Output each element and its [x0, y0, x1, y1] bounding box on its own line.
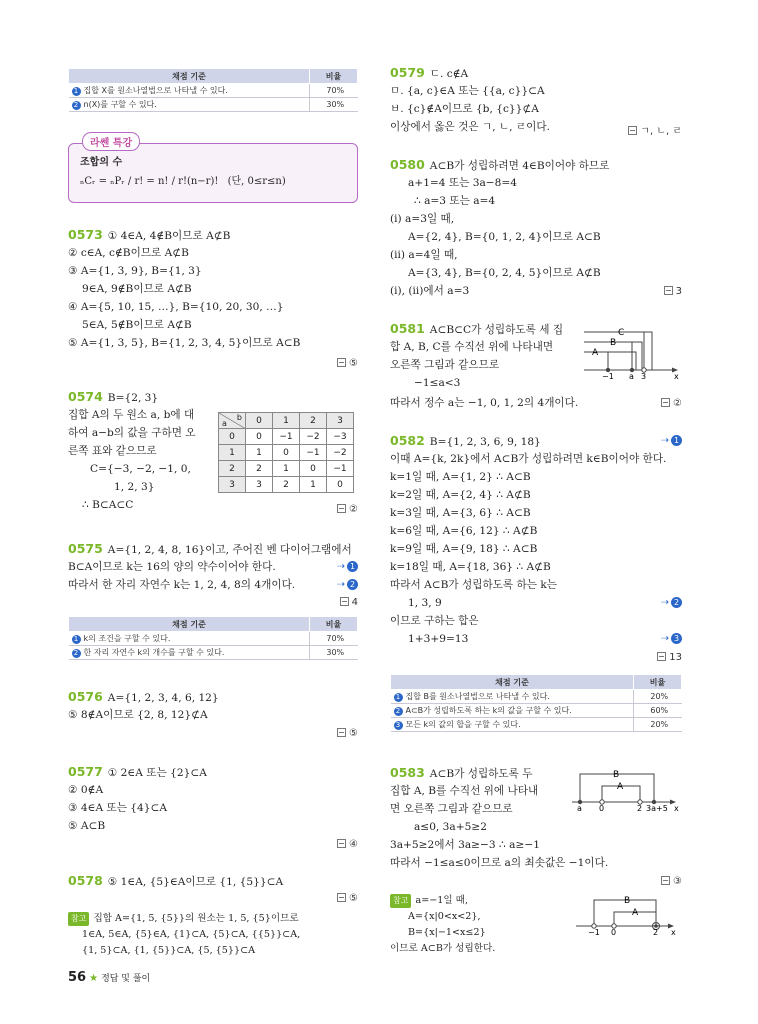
table-cell: 1 — [246, 445, 273, 461]
ratio-cell: 30% — [310, 98, 358, 112]
table-cell: 3 — [246, 477, 273, 493]
tick-label: 0 — [599, 804, 605, 812]
solution-line: 5∈A, 5∉B이므로 A⊄B — [82, 319, 192, 331]
solution-line: (i), (ii)에서 a=3 — [390, 285, 470, 297]
solution-line: 합 A, B, C를 수직선 위에 나타내면 — [390, 341, 554, 353]
table-row — [219, 461, 354, 477]
scoring-table — [68, 616, 358, 660]
answer-value: ⑤ — [349, 728, 358, 739]
solution-line: A={2, 4}, B={0, 1, 2, 4}이므로 A⊂B — [408, 231, 601, 243]
solution-line: 오른쪽 그림과 같으므로 — [390, 359, 500, 371]
solution-line: ∴ a=3 또는 a=4 — [414, 195, 496, 207]
problem-0582 — [390, 434, 682, 744]
table-row — [391, 690, 682, 704]
solution-line: ⑤ 8∉A이므로 {2, 8, 12}⊄A — [68, 709, 208, 721]
answer-mark — [628, 122, 682, 137]
answer-value: ③ — [673, 876, 682, 887]
problem-number: 0579 — [390, 65, 425, 80]
note-line: {1, 5}⊂A, {1, {5}}⊂A, {5, {5}}⊂A — [82, 945, 256, 956]
table-cell: 0 — [300, 461, 327, 477]
solution-line: (i) a=3일 때, — [390, 213, 455, 225]
answer-box-icon — [661, 398, 670, 407]
formula-text: ₙCᵣ = ₙPᵣ / r! = n! / r!(n−r)! — [80, 176, 219, 187]
problem-0573 — [68, 228, 358, 376]
solution-line: 른쪽 표와 같으므로 — [68, 445, 157, 457]
table-row — [391, 704, 682, 718]
axis-label: x — [674, 804, 679, 812]
step-badge: 3 — [394, 721, 403, 730]
solution-line: 하여 a−b의 값을 구하면 오 — [68, 427, 196, 439]
answer-value: 13 — [669, 652, 682, 663]
solution-line: 이때 A={k, 2k}에서 A⊂B가 성립하려면 k∈B이어야 한다. — [390, 453, 667, 465]
tick-label: 3 — [641, 372, 647, 380]
answer-box-icon — [661, 876, 670, 885]
solution-line: 1+3+9=13 — [408, 633, 469, 645]
problem-0576 — [68, 690, 358, 742]
problem-0577 — [68, 765, 358, 855]
row-header: 2 — [219, 461, 246, 477]
solution-line: −1≤a<3 — [414, 377, 461, 389]
table-row — [219, 429, 354, 445]
problem-0583 — [390, 766, 682, 958]
tick-label: 0 — [611, 928, 617, 936]
solution-line: k=18일 때, A={18, 36} ∴ A⊄B — [390, 561, 551, 573]
solution-line: 집합 A, B를 수직선 위에 나타내 — [390, 785, 539, 797]
solution-line: B⊂A이므로 k는 16의 양의 약수이어야 한다. — [68, 561, 276, 573]
step-badge: 2 — [72, 649, 81, 658]
solution-line: 집합 A의 두 원소 a, b에 대 — [68, 409, 195, 421]
step-marker: ⇢ 1 — [661, 435, 682, 446]
solution-line: 이상에서 옳은 것은 ㄱ, ㄴ, ㄹ이다. — [390, 121, 550, 133]
step-badge: 1 — [72, 87, 81, 96]
answer-box-icon — [664, 286, 673, 295]
problem-number: 0581 — [390, 321, 425, 336]
table-cell: 0 — [246, 429, 273, 445]
row-header: 3 — [219, 477, 246, 493]
problem-number: 0582 — [390, 433, 425, 448]
solution-line: B={1, 2, 3, 6, 9, 18} — [429, 436, 541, 448]
solution-line: ① 2∈A 또는 {2}⊂A — [107, 767, 207, 779]
tick-label: −1 — [602, 372, 614, 380]
answer-mark — [661, 876, 682, 887]
problem-0575 — [68, 542, 358, 668]
answer-value: ⑤ — [349, 358, 358, 369]
corner-b-label: b — [236, 413, 242, 422]
tick-label: 2 — [637, 804, 643, 812]
answer-box-icon — [337, 504, 346, 513]
label-C: C — [618, 328, 625, 338]
step-marker: ⇢ 2 — [661, 597, 682, 608]
table-header: 채점 기준 — [391, 675, 634, 690]
ratio-cell: 20% — [634, 718, 682, 732]
table-cell: 0 — [327, 477, 354, 493]
tip-tab: 라쎈 특강 — [82, 132, 140, 151]
table-header: 비율 — [310, 69, 358, 84]
criterion-text: k의 조건을 구할 수 있다. — [83, 634, 171, 643]
note-line: A={x|0<x<2}, — [408, 911, 481, 922]
table-cell: −1 — [327, 461, 354, 477]
table-cell: 1 — [300, 477, 327, 493]
formula-condition: (단, 0≤r≤n) — [227, 176, 286, 187]
step-badge: 1 — [347, 561, 358, 572]
note-line: 이므로 A⊂B가 성립한다. — [390, 943, 496, 954]
solution-line: ㅁ. {a, c}∈A 또는 {{a, c}}⊂A — [390, 85, 545, 97]
col-header: 3 — [327, 413, 354, 429]
solution-line: 3a+5≥2에서 3a≥−3 ∴ a≥−1 — [390, 839, 540, 851]
col-header: 2 — [300, 413, 327, 429]
table-header: 비율 — [634, 675, 682, 690]
answer-mark — [661, 398, 682, 409]
note-line: 1∈A, 5∈A, {5}∈A, {1}⊂A, {5}⊂A, {{5}}⊂A, — [82, 929, 301, 940]
solution-line: 1, 2, 3} — [114, 481, 155, 493]
difference-table — [218, 412, 354, 493]
note-line: 집합 A={1, 5, {5}}의 원소는 1, 5, {5}이므로 — [93, 913, 299, 924]
answer-mark — [657, 652, 682, 663]
solution-line: k=1일 때, A={1, 2} ∴ A⊂B — [390, 471, 531, 483]
note-line: B={x|−1<x≤2} — [408, 927, 486, 938]
answer-mark — [337, 728, 358, 739]
step-badge: 1 — [394, 693, 403, 702]
label-A: A — [592, 348, 599, 358]
answer-value: ② — [673, 398, 682, 409]
star-icon: ★ — [89, 973, 99, 984]
scoring-table — [68, 68, 358, 112]
table-corner — [219, 413, 246, 429]
col-header: 1 — [273, 413, 300, 429]
problem-0579 — [390, 66, 682, 138]
problem-number: 0576 — [68, 689, 103, 704]
ratio-cell: 70% — [310, 632, 358, 646]
note-line: a=−1일 때, — [415, 895, 469, 906]
step-marker: ⇢ 1 — [337, 561, 358, 572]
step-badge: 2 — [394, 707, 403, 716]
table-header: 비율 — [310, 617, 358, 632]
criterion-text: 집합 B를 원소나열법으로 나타낼 수 있다. — [405, 692, 550, 701]
solution-line: A={1, 2, 3, 4, 6, 12} — [107, 692, 219, 704]
solution-line: A⊂B가 성립하도록 두 — [429, 768, 533, 780]
answer-box-icon — [657, 652, 666, 661]
step-badge: 2 — [671, 597, 682, 608]
step-badge: 3 — [671, 633, 682, 644]
solution-line: ② 0∉A — [68, 784, 104, 796]
corner-a-label: a — [222, 419, 227, 428]
problem-0574 — [68, 390, 358, 520]
page-footer — [68, 970, 150, 985]
solution-line: k=2일 때, A={2, 4} ∴ A⊄B — [390, 489, 531, 501]
answer-mark — [664, 286, 682, 297]
solution-line: k=6일 때, A={6, 12} ∴ A⊄B — [390, 525, 538, 537]
number-line-figure-note — [576, 890, 680, 936]
answer-value: ② — [349, 504, 358, 515]
table-cell: −3 — [327, 429, 354, 445]
table-row — [69, 98, 358, 112]
tick-label: 3a+5 — [646, 804, 668, 812]
problem-number: 0575 — [68, 541, 103, 556]
answer-box-icon — [340, 597, 349, 606]
number-line-figure — [580, 322, 682, 380]
criterion-text: A⊂B가 성립하도록 하는 k의 값을 구할 수 있다. — [405, 706, 572, 715]
answer-value: ④ — [349, 839, 358, 850]
solution-line: ③ 4∈A 또는 {4}⊂A — [68, 802, 168, 814]
table-row — [219, 445, 354, 461]
solution-line: 따라서 정수 a는 −1, 0, 1, 2의 4개이다. — [390, 397, 579, 409]
axis-label: x — [671, 928, 676, 936]
criterion-text: 한 자리 자연수 k의 개수를 구할 수 있다. — [83, 648, 225, 657]
table-row — [69, 84, 358, 98]
answer-box-icon — [337, 728, 346, 737]
solution-line: 이므로 구하는 합은 — [390, 615, 479, 627]
table-cell: −1 — [300, 445, 327, 461]
page-number: 56 — [68, 970, 87, 985]
answer-value: 4 — [351, 597, 358, 608]
solution-line: ∴ B⊂A⊂C — [82, 499, 134, 511]
solution-line: ② c∈A, c∉B이므로 A⊄B — [68, 247, 189, 259]
answer-value: 3 — [675, 286, 682, 297]
col-header: 0 — [246, 413, 273, 429]
solution-line: ③ A={1, 3, 9}, B={1, 3} — [68, 265, 202, 277]
solution-line: ① 4∈A, 4∉B이므로 A⊄B — [107, 230, 231, 242]
step-marker: ⇢ 2 — [337, 579, 358, 590]
table-cell: −2 — [327, 445, 354, 461]
answer-mark — [340, 597, 358, 608]
label-B: B — [613, 770, 620, 780]
tip-formula — [80, 172, 286, 187]
criterion-text: n(X)를 구할 수 있다. — [83, 100, 157, 109]
solution-line: A={3, 4}, B={0, 2, 4, 5}이므로 A⊄B — [408, 267, 601, 279]
label-A: A — [617, 782, 624, 792]
table-cell: 2 — [246, 461, 273, 477]
solution-line: k=3일 때, A={3, 6} ∴ A⊂B — [390, 507, 531, 519]
table-cell: 2 — [273, 477, 300, 493]
answer-mark — [337, 504, 358, 515]
problem-number: 0573 — [68, 227, 103, 242]
solution-line: ④ A={5, 10, 15, …}, B={10, 20, 30, …} — [68, 301, 284, 313]
solution-line: 따라서 A⊂B가 성립하도록 하는 k는 — [390, 579, 558, 591]
scoring-table — [390, 674, 682, 732]
table-row — [69, 646, 358, 660]
solution-line: A={1, 2, 4, 8, 16}이고, 주어진 벤 다이어그램에서 — [107, 544, 352, 556]
tip-title: 조합의 수 — [80, 157, 123, 168]
solution-line: (ii) a=4일 때, — [390, 249, 458, 261]
solution-line: ㄷ. c∉A — [429, 68, 469, 80]
answer-mark — [337, 358, 358, 369]
solution-line: B={2, 3} — [107, 392, 159, 404]
table-cell: 1 — [273, 461, 300, 477]
tick-label: 2 — [653, 928, 659, 936]
solution-line: k=9일 때, A={9, 18} ∴ A⊂B — [390, 543, 538, 555]
solution-line: 1, 3, 9 — [408, 597, 442, 609]
table-cell: −1 — [273, 429, 300, 445]
table-header: 채점 기준 — [69, 69, 310, 84]
solution-line: 면 오른쪽 그림과 같으므로 — [390, 803, 513, 815]
answer-mark — [337, 839, 358, 850]
step-badge: 2 — [72, 101, 81, 110]
table-cell: 0 — [273, 445, 300, 461]
problem-number: 0577 — [68, 764, 103, 779]
tick-label: a — [577, 804, 582, 812]
problem-number: 0574 — [68, 389, 103, 404]
answer-mark — [337, 893, 358, 904]
problem-0581 — [390, 322, 682, 416]
row-header: 1 — [219, 445, 246, 461]
row-header: 0 — [219, 429, 246, 445]
tick-label: a — [629, 372, 634, 380]
note-tag: 참고 — [390, 894, 411, 908]
answer-box-icon — [628, 126, 637, 135]
answer-box-icon — [337, 839, 346, 848]
solution-line: A⊂B가 성립하려면 4∈B이어야 하므로 — [429, 160, 610, 172]
criterion-text: 모든 k의 값의 합을 구할 수 있다. — [405, 720, 521, 729]
step-badge: 1 — [671, 435, 682, 446]
ratio-cell: 20% — [634, 690, 682, 704]
answer-value: ⑤ — [349, 893, 358, 904]
solution-line: ⑤ A={1, 3, 5}, B={1, 2, 3, 4, 5}이므로 A⊂B — [68, 337, 301, 349]
step-marker: ⇢ 3 — [661, 633, 682, 644]
note-tag: 참고 — [68, 912, 89, 926]
solution-line: ㅂ. {c}∉A이므로 {b, {c}}⊄A — [390, 103, 539, 115]
label-B: B — [610, 338, 617, 348]
answer-value: ㄱ, ㄴ, ㄹ — [640, 126, 682, 137]
footer-title: 정답 및 풀이 — [101, 974, 151, 984]
table-row — [219, 477, 354, 493]
problem-0580 — [390, 158, 682, 306]
problem-number: 0578 — [68, 873, 103, 888]
label-B: B — [624, 896, 631, 906]
problem-number: 0580 — [390, 157, 425, 172]
ratio-cell: 60% — [634, 704, 682, 718]
problem-number: 0583 — [390, 765, 425, 780]
solution-line: a≤0, 3a+5≥2 — [414, 821, 487, 833]
solution-line: 따라서 한 자리 자연수 k는 1, 2, 4, 8의 4개이다. — [68, 579, 296, 591]
criterion-text: 집합 X를 원소나열법으로 나타낼 수 있다. — [83, 86, 228, 95]
step-badge: 2 — [347, 579, 358, 590]
solution-line: 9∈A, 9∉B이므로 A⊄B — [82, 283, 192, 295]
solution-line: A⊂B⊂C가 성립하도록 세 집 — [429, 324, 564, 336]
ratio-cell: 30% — [310, 646, 358, 660]
solution-line: ⑤ A⊂B — [68, 820, 106, 832]
problem-0578 — [68, 874, 358, 956]
ratio-cell: 70% — [310, 84, 358, 98]
table-row — [69, 632, 358, 646]
solution-line: C={−3, −2, −1, 0, — [90, 463, 191, 475]
solution-line: ⑤ 1∈A, {5}∈A이므로 {1, {5}}⊂A — [107, 876, 284, 888]
solution-line: a+1=4 또는 3a−8=4 — [408, 177, 518, 189]
solution-line: 따라서 −1≤a≤0이므로 a의 최솟값은 −1이다. — [390, 857, 609, 869]
axis-label: x — [674, 372, 679, 380]
table-header: 채점 기준 — [69, 617, 310, 632]
answer-box-icon — [337, 358, 346, 367]
table-cell: −2 — [300, 429, 327, 445]
answer-box-icon — [337, 893, 346, 902]
tick-label: −1 — [588, 928, 600, 936]
step-badge: 1 — [72, 635, 81, 644]
number-line-figure — [572, 766, 682, 812]
table-row — [391, 718, 682, 732]
label-A: A — [632, 908, 639, 918]
